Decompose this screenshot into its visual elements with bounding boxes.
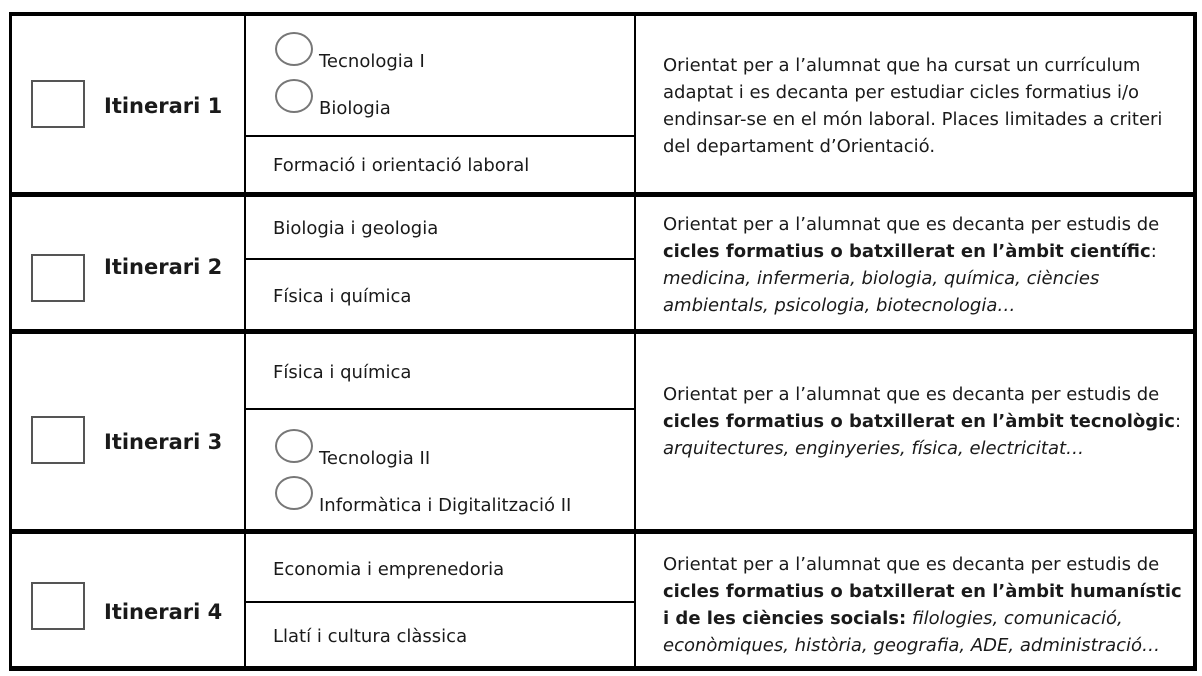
itinerari-4-title: Itinerari 4 xyxy=(104,600,223,624)
subject-label: Física i química xyxy=(273,362,412,383)
cell-divider xyxy=(245,601,635,603)
itinerari-3-checkbox[interactable] xyxy=(31,416,85,464)
description-lead: Orientat per a l’alumnat que es decanta per estudis de xyxy=(663,554,1160,575)
subject-label: Llatí i cultura clàssica xyxy=(273,626,468,647)
option-label: Informàtica i Digitalització II xyxy=(319,495,572,516)
description-text: Orientat per a l’alumnat que ha cursat un currículum adaptat i es decanta per estudiar cicles formatius i/o endinsar-se en el món laboral. Places limitades a criteri del departament d’Orientació. xyxy=(663,55,1163,157)
option-informatica-digitalitzacio-ii[interactable] xyxy=(275,476,572,516)
itinerari-1-title: Itinerari 1 xyxy=(104,94,223,118)
cell-divider xyxy=(245,258,635,260)
subject-label: Física i química xyxy=(273,286,412,307)
description-italic: filologies, comunicació, econòmiques, història, geografia, ADE, administració… xyxy=(663,608,1161,656)
description-italic: arquitectures, enginyeries, física, electricitat… xyxy=(663,438,1085,459)
itinerari-4-checkbox[interactable] xyxy=(31,582,85,630)
itinerari-4-description xyxy=(663,551,1183,659)
description-lead: Orientat per a l’alumnat que es decanta per estudis de xyxy=(663,384,1160,405)
option-label: Biologia xyxy=(319,98,391,119)
column-divider xyxy=(634,12,636,670)
option-tecnologia-i[interactable] xyxy=(275,32,425,72)
description-bold: cicles formatius o batxillerat en l’àmbit científic xyxy=(663,241,1151,262)
option-label: Tecnologia I xyxy=(319,51,425,72)
itinerari-1-description xyxy=(663,52,1183,160)
row-divider xyxy=(9,529,1197,534)
itinerari-3-title: Itinerari 3 xyxy=(104,430,223,454)
radio-button[interactable] xyxy=(275,476,313,510)
subject-label: Formació i orientació laboral xyxy=(273,155,530,176)
itinerari-1-checkbox[interactable] xyxy=(31,80,85,128)
option-biologia[interactable] xyxy=(275,79,391,119)
subject-label: Biologia i geologia xyxy=(273,218,439,239)
cell-divider xyxy=(245,135,635,137)
cell-divider xyxy=(245,408,635,410)
radio-button[interactable] xyxy=(275,79,313,113)
description-lead: Orientat per a l’alumnat que es decanta per estudis de xyxy=(663,214,1160,235)
description-italic: medicina, infermeria, biologia, química, ciències ambientals, psicologia, biotecnologia… xyxy=(663,268,1100,316)
description-colon: : xyxy=(1150,241,1157,262)
row-divider xyxy=(9,666,1197,671)
option-label: Tecnologia II xyxy=(319,448,431,469)
column-divider xyxy=(244,12,246,670)
description-bold: cicles formatius o batxillerat en l’àmbit humanístic i de les ciències socials: xyxy=(663,581,1182,629)
radio-button[interactable] xyxy=(275,429,313,463)
subject-label: Economia i emprenedoria xyxy=(273,559,505,580)
itinerari-2-title: Itinerari 2 xyxy=(104,255,223,279)
description-bold: cicles formatius o batxillerat en l’àmbit tecnològic xyxy=(663,411,1175,432)
option-tecnologia-ii[interactable] xyxy=(275,429,431,469)
itinerari-3-description xyxy=(663,381,1183,462)
row-divider xyxy=(9,329,1197,334)
itinerari-2-description xyxy=(663,211,1183,319)
description-colon: : xyxy=(1174,411,1182,432)
radio-button[interactable] xyxy=(275,32,313,66)
row-divider xyxy=(9,192,1197,197)
itinerari-2-checkbox[interactable] xyxy=(31,254,85,302)
